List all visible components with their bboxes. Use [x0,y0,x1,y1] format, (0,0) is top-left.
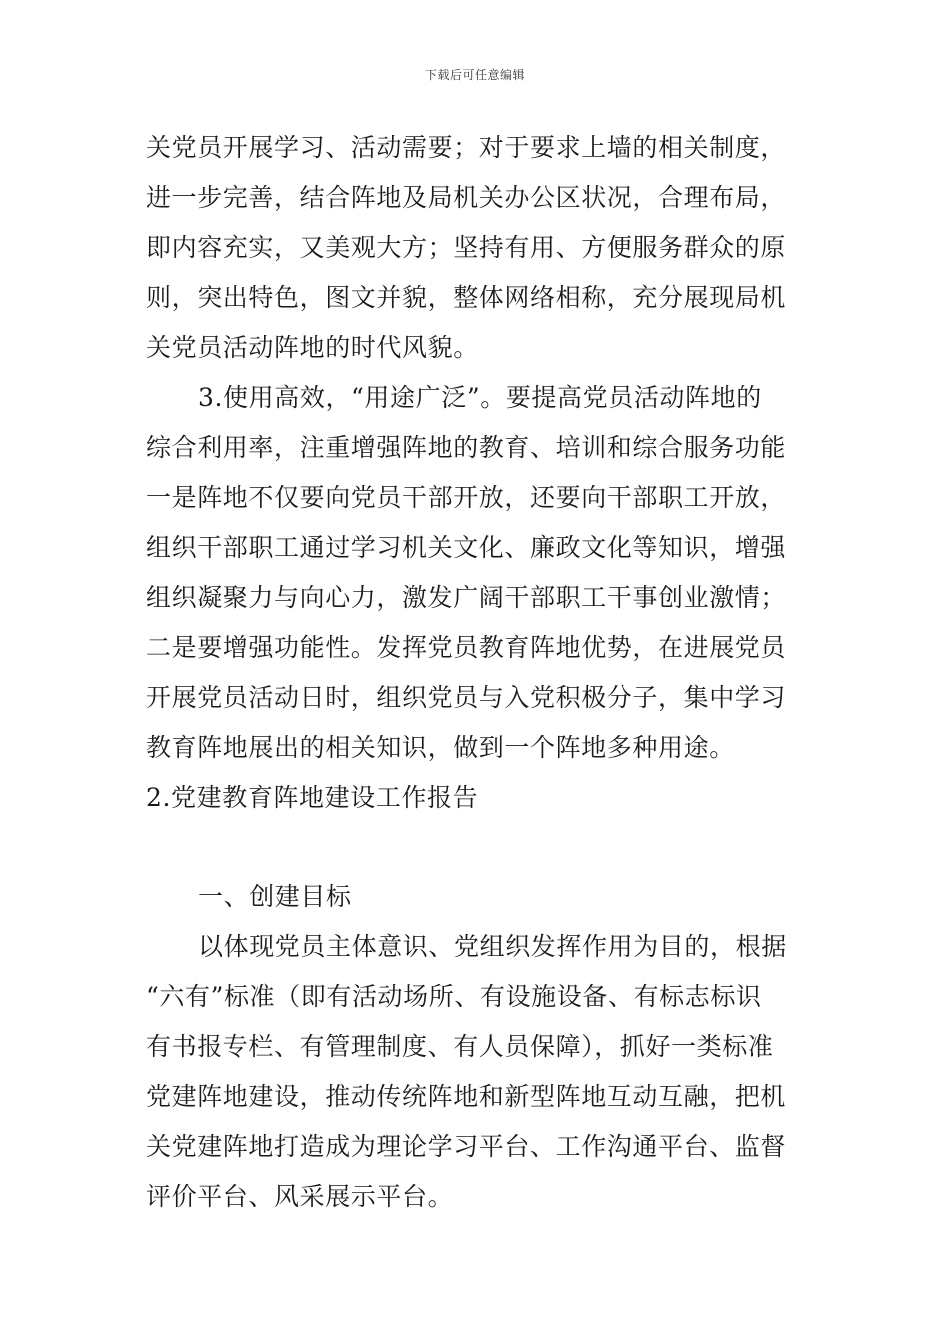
paragraph-line: 党建阵地建设，推动传统阵地和新型阵地互动互融，把机 [146,1082,787,1111]
paragraph-line: 进一步完善，结合阵地及局机关办公区状况，合理布局， [146,183,787,212]
subsection-heading: 一、创建目标 [198,882,352,911]
paragraph-line: 关党建阵地打造成为理论学习平台、工作沟通平台、监督 [146,1132,787,1161]
paragraph-line: 3.使用高效，“用途广泛”。要提高党员活动阵地的 [198,383,762,412]
paragraph-line: 开展党员活动日时，组织党员与入党积极分子，集中学习 [146,683,787,712]
paragraph-line: 评价平台、风采展示平台。 [146,1182,454,1211]
paragraph-line: 即内容充实，又美观大方；坚持有用、方便服务群众的原 [146,233,787,262]
paragraph-line: 二是要增强功能性。发挥党员教育阵地优势，在进展党员 [146,633,787,662]
paragraph-line: 组织凝聚力与向心力，激发广阔干部职工干事创业激情； [146,583,787,612]
section-heading: 2.党建教育阵地建设工作报告 [146,783,479,812]
paragraph-line: “六有”标准（即有活动场所、有设施设备、有标志标识 [146,982,762,1011]
paragraph-line: 以体现党员主体意识、党组织发挥作用为目的，根据 [198,932,787,961]
paragraph-line: 关党员活动阵地的时代风貌。 [146,333,479,362]
paragraph-line: 一是阵地不仅要向党员干部开放，还要向干部职工开放， [146,483,787,512]
paragraph-line: 有书报专栏、有管理制度、有人员保障），抓好一类标准 [146,1032,774,1061]
paragraph-line: 关党员开展学习、活动需要；对于要求上墙的相关制度， [146,133,787,162]
paragraph-line: 则，突出特色，图文并貌，整体网络相称，充分展现局机 [146,283,787,312]
paragraph-line: 教育阵地展出的相关知识，做到一个阵地多种用途。 [146,733,735,762]
paragraph-line: 综合利用率，注重增强阵地的教育、培训和综合服务功能 [146,433,787,462]
paragraph-line: 组织干部职工通过学习机关文化、廉政文化等知识，增强 [146,533,787,562]
page-header: 下载后可任意编辑 [424,68,525,82]
